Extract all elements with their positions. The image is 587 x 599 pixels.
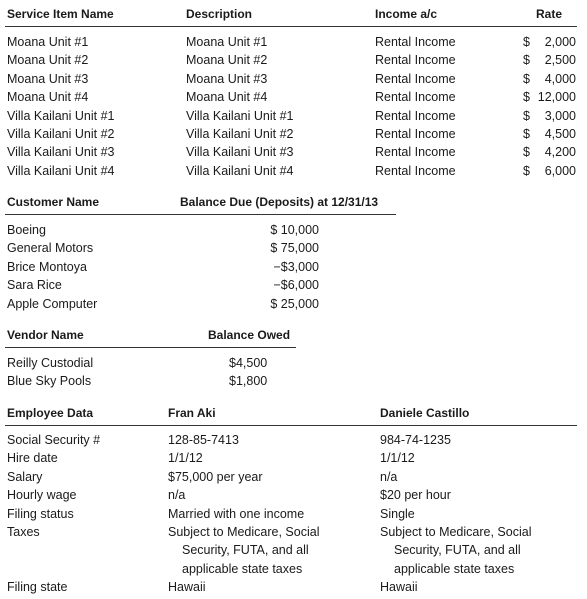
service-item-description: Moana Unit #4 bbox=[186, 90, 268, 105]
employee-fran-aki-value: 1/1/12 bbox=[168, 451, 203, 466]
employee-daniele-castillo-taxes-line: applicable state taxes bbox=[394, 561, 515, 576]
service-item-name: Moana Unit #1 bbox=[7, 35, 89, 49]
header-balance-due: Balance Due (Deposits) at 12/31/13 bbox=[180, 195, 379, 209]
header-divider bbox=[5, 425, 577, 426]
service-item-description: Villa Kailani Unit #2 bbox=[186, 127, 294, 141]
employee-fran-aki-value: 128-85-7413 bbox=[168, 433, 239, 447]
service-item-income-account: Rental Income bbox=[375, 163, 456, 178]
vendor-name: Reilly Custodial bbox=[7, 356, 94, 370]
employee-fran-aki-value: $75,000 per year bbox=[168, 469, 263, 484]
header-description: Description bbox=[186, 7, 253, 21]
employee-fran-aki-value: Married with one income bbox=[168, 506, 305, 521]
currency-symbol: $ bbox=[523, 145, 530, 160]
service-item-description: Villa Kailani Unit #3 bbox=[186, 145, 294, 160]
header-employee-daniele-castillo: Daniele Castillo bbox=[380, 406, 470, 420]
service-item-rate bbox=[523, 143, 576, 161]
header-balance-owed: Balance Owed bbox=[208, 328, 291, 342]
service-item-income-account: Rental Income bbox=[375, 145, 456, 160]
service-item-description: Villa Kailani Unit #4 bbox=[186, 163, 294, 178]
service-item-rate bbox=[523, 88, 576, 106]
customer-balance: −$6,000 bbox=[273, 278, 319, 293]
service-item-name: Villa Kailani Unit #2 bbox=[7, 127, 115, 141]
employee-daniele-castillo-value: n/a bbox=[380, 469, 398, 484]
employee-field-label: Social Security # bbox=[7, 433, 101, 447]
customer-name: Apple Computer bbox=[7, 296, 98, 311]
rate-amount: 4,000 bbox=[544, 71, 576, 86]
currency-symbol: $ bbox=[523, 71, 530, 86]
header-divider bbox=[5, 214, 396, 215]
rate-amount: 3,000 bbox=[544, 108, 576, 123]
service-item-name: Villa Kailani Unit #1 bbox=[7, 108, 115, 123]
service-item-rate bbox=[523, 33, 576, 51]
employee-field-label: Hourly wage bbox=[7, 488, 77, 503]
vendor-name: Blue Sky Pools bbox=[7, 374, 92, 389]
employee-field-label: Hire date bbox=[7, 451, 58, 466]
header-divider bbox=[5, 347, 296, 348]
header-rate: Rate bbox=[536, 7, 563, 21]
customer-balance: $ 25,000 bbox=[270, 296, 319, 311]
service-item-income-account: Rental Income bbox=[375, 35, 456, 49]
employee-fran-aki-value: Hawaii bbox=[168, 580, 206, 595]
customer-balance: $ 75,000 bbox=[270, 241, 319, 256]
employee-field-label: Filing status bbox=[7, 506, 74, 521]
service-item-name: Moana Unit #2 bbox=[7, 53, 89, 68]
employee-daniele-castillo-value: Single bbox=[380, 506, 415, 521]
employee-daniele-castillo-value: 984-74-1235 bbox=[380, 433, 451, 447]
employee-fran-aki-taxes-line: Security, FUTA, and all bbox=[182, 543, 309, 558]
header-divider bbox=[5, 26, 577, 27]
service-item-name: Moana Unit #4 bbox=[7, 90, 89, 105]
rate-amount: 2,000 bbox=[544, 35, 576, 49]
service-item-name: Villa Kailani Unit #3 bbox=[7, 145, 115, 160]
rate-amount: 4,500 bbox=[544, 127, 576, 141]
employee-field-label: Filing state bbox=[7, 580, 68, 595]
service-item-description: Moana Unit #1 bbox=[186, 35, 268, 49]
rate-amount: 6,000 bbox=[544, 163, 576, 178]
customer-balance: $ 10,000 bbox=[270, 223, 319, 237]
employee-fran-aki-taxes-line: applicable state taxes bbox=[182, 561, 303, 576]
customer-name: General Motors bbox=[7, 241, 94, 256]
service-item-rate bbox=[523, 125, 576, 143]
rate-amount: 12,000 bbox=[537, 90, 576, 105]
customer-name: Boeing bbox=[7, 223, 46, 237]
service-item-rate bbox=[523, 107, 576, 125]
service-item-description: Moana Unit #3 bbox=[186, 71, 268, 86]
rate-amount: 2,500 bbox=[544, 53, 576, 68]
service-item-income-account: Rental Income bbox=[375, 71, 456, 86]
service-item-rate bbox=[523, 70, 576, 88]
employee-fran-aki-taxes-line: Subject to Medicare, Social bbox=[168, 525, 320, 539]
header-employee-data: Employee Data bbox=[7, 406, 94, 420]
employee-fran-aki-value: n/a bbox=[168, 488, 186, 503]
vendor-balance: $4,500 bbox=[229, 356, 268, 370]
service-item-description: Villa Kailani Unit #1 bbox=[186, 108, 294, 123]
currency-symbol: $ bbox=[523, 90, 530, 105]
currency-symbol: $ bbox=[523, 53, 530, 68]
header-service-item-name: Service Item Name bbox=[7, 7, 114, 21]
service-item-description: Moana Unit #2 bbox=[186, 53, 268, 68]
employee-daniele-castillo-taxes-line: Subject to Medicare, Social bbox=[380, 525, 532, 539]
employee-field-label: Salary bbox=[7, 469, 43, 484]
employee-field-label: Taxes bbox=[7, 525, 40, 539]
currency-symbol: $ bbox=[523, 127, 530, 141]
service-item-income-account: Rental Income bbox=[375, 90, 456, 105]
employee-daniele-castillo-value: Hawaii bbox=[380, 580, 418, 595]
service-item-rate bbox=[523, 162, 576, 180]
service-item-name: Moana Unit #3 bbox=[7, 71, 89, 86]
service-item-rate bbox=[523, 51, 576, 69]
currency-symbol: $ bbox=[523, 35, 530, 49]
service-item-income-account: Rental Income bbox=[375, 53, 456, 68]
employee-daniele-castillo-taxes-line: Security, FUTA, and all bbox=[394, 543, 521, 558]
currency-symbol: $ bbox=[523, 163, 530, 178]
currency-symbol: $ bbox=[523, 108, 530, 123]
service-item-name: Villa Kailani Unit #4 bbox=[7, 163, 115, 178]
customer-balance: −$3,000 bbox=[273, 259, 319, 274]
customer-name: Brice Montoya bbox=[7, 259, 87, 274]
vendor-balance: $1,800 bbox=[229, 374, 268, 389]
service-item-income-account: Rental Income bbox=[375, 108, 456, 123]
header-income-account: Income a/c bbox=[375, 7, 438, 21]
employee-daniele-castillo-value: $20 per hour bbox=[380, 488, 451, 503]
employee-daniele-castillo-value: 1/1/12 bbox=[380, 451, 415, 466]
header-customer-name: Customer Name bbox=[7, 195, 100, 209]
customer-name: Sara Rice bbox=[7, 278, 62, 293]
header-employee-fran-aki: Fran Aki bbox=[168, 406, 216, 420]
rate-amount: 4,200 bbox=[544, 145, 576, 160]
service-item-income-account: Rental Income bbox=[375, 127, 456, 141]
header-vendor-name: Vendor Name bbox=[7, 328, 84, 342]
